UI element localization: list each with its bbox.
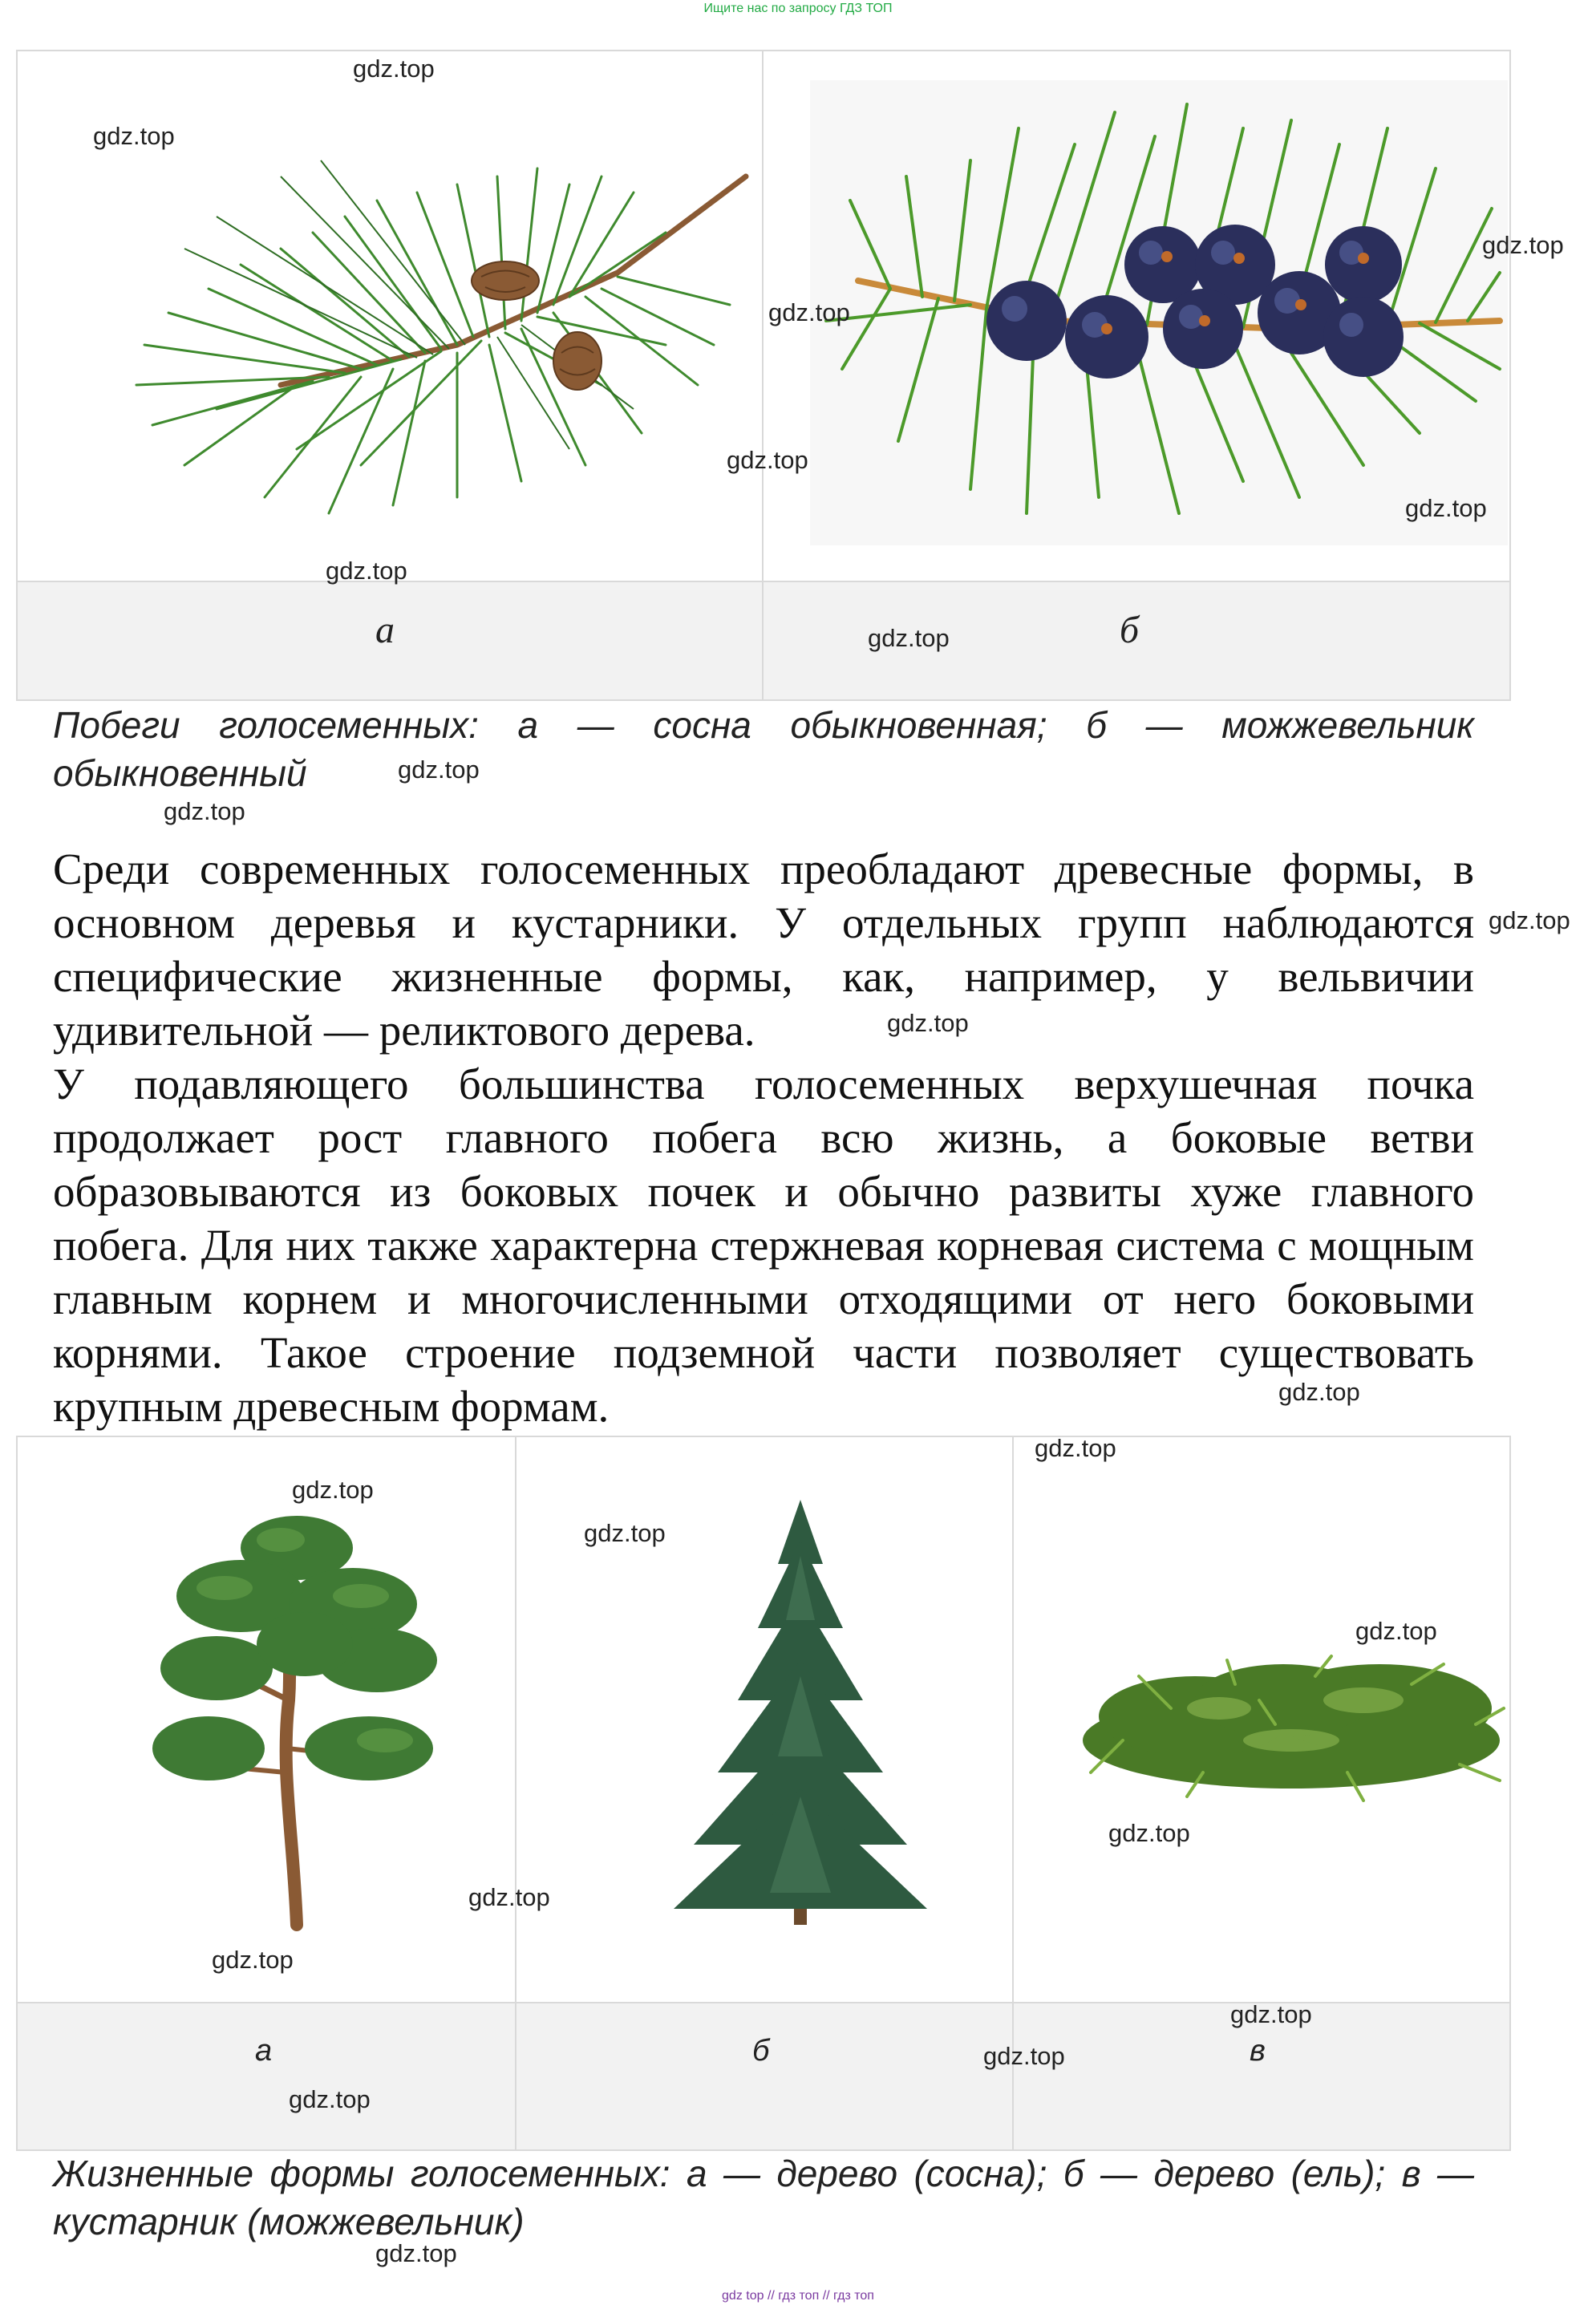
watermark: gdz.top <box>468 1883 550 1911</box>
pine-branch-image <box>120 144 762 521</box>
watermark: gdz.top <box>375 2239 457 2267</box>
spruce-tree-image <box>658 1492 946 1941</box>
watermark: gdz.top <box>1355 1617 1437 1645</box>
watermark: gdz.top <box>727 446 808 474</box>
header-note: Ищите нас по запросу ГДЗ ТОП <box>703 2 893 15</box>
watermark: gdz.top <box>584 1519 666 1547</box>
figure2-label-a: а <box>255 2034 273 2068</box>
watermark: gdz.top <box>1035 1434 1116 1462</box>
watermark: gdz.top <box>768 298 850 326</box>
pine-tree-image <box>152 1508 457 1933</box>
figure2-caption: Жизненные формы голосеменных: а — дерево (сосна); б — дерево (ель); в — кустарник (можжевельник) <box>53 2153 1474 2242</box>
watermark: gdz.top <box>1278 1378 1360 1406</box>
watermark: gdz.top <box>292 1476 374 1504</box>
watermark: gdz.top <box>1489 906 1570 934</box>
watermark: gdz.top <box>1108 1819 1190 1847</box>
watermark: gdz.top <box>164 797 245 825</box>
figure1-label-b: б <box>1120 609 1140 651</box>
footer-note: gdz top // гдз топ // гдз топ <box>722 2289 874 2303</box>
body-paragraph-1: Среди современных голосеменных преобладают древесные формы, в основном деревья и кустарники. У отдельных групп наблюдаются специфические жизненные формы, как, например, у вельвичии удивительной — реликтового дерева. <box>53 845 1474 1055</box>
watermark: gdz.top <box>868 624 950 652</box>
watermark: gdz.top <box>983 2042 1065 2070</box>
watermark: gdz.top <box>212 1946 294 1974</box>
watermark: gdz.top <box>326 557 407 585</box>
watermark: gdz.top <box>289 2085 371 2113</box>
watermark: gdz.top <box>353 55 435 83</box>
juniper-shrub-image <box>1075 1652 1508 1813</box>
watermark: gdz.top <box>93 122 175 150</box>
body-paragraph-2: У подавляющего большинства голосеменных верхушечная почка продолжает рост главного побега всю жизнь, а боковые ветви образовываются из боковых почек и обычно развиты хуже главного побега. Для них также характерна стержневая корневая система с мощным главным корнем и многочисленными отходящими от него боковыми корнями. Такое строение подземной части позволяет существовать крупным древесным формам. <box>53 1059 1474 1431</box>
juniper-berries-image <box>810 80 1508 545</box>
figure1-caption: Побеги голосеменных: а — сосна обыкновенная; б — можжевельник обыкновенный <box>53 704 1474 794</box>
watermark: gdz.top <box>1230 2000 1312 2028</box>
figure1-label-a: а <box>375 609 395 651</box>
watermark: gdz.top <box>1405 494 1487 522</box>
watermark: gdz.top <box>887 1009 969 1037</box>
figure1-label-row <box>18 581 1509 699</box>
figure2-label-c: в <box>1250 2034 1266 2068</box>
watermark: gdz.top <box>398 756 480 784</box>
watermark: gdz.top <box>1482 231 1564 259</box>
figure2-label-b: б <box>752 2034 770 2068</box>
